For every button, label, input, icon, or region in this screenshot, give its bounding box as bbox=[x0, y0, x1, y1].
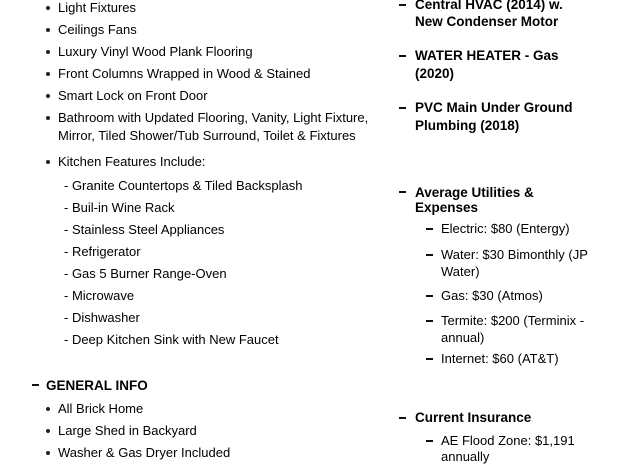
kitchen-item: - Deep Kitchen Sink with New Faucet bbox=[64, 332, 279, 347]
heading-dash bbox=[399, 4, 406, 6]
utility-internet: Internet: $60 (AT&T) bbox=[441, 351, 559, 366]
utility-termite-line-1: Termite: $200 (Terminix - bbox=[441, 313, 585, 328]
water-heater-line-1: WATER HEATER - Gas bbox=[415, 48, 559, 63]
bullet bbox=[46, 160, 50, 164]
pvc-line-2: Plumbing (2018) bbox=[415, 118, 520, 133]
list-item: Smart Lock on Front Door bbox=[58, 88, 208, 103]
bullet bbox=[46, 6, 50, 10]
utility-water-line-2: Water) bbox=[441, 264, 480, 279]
item-dash bbox=[426, 358, 433, 360]
utilities-heading-line-2: Expenses bbox=[415, 200, 479, 215]
kitchen-item: - Dishwasher bbox=[64, 310, 140, 325]
kitchen-item: - Buil-in Wine Rack bbox=[64, 200, 175, 215]
bullet bbox=[46, 429, 50, 433]
kitchen-item: - Refrigerator bbox=[64, 244, 141, 259]
bathroom-line-1: Bathroom with Updated Flooring, Vanity, Light Fixture, bbox=[58, 110, 369, 125]
list-item: Luxury Vinyl Wood Plank Flooring bbox=[58, 44, 253, 59]
heading-dash bbox=[399, 417, 406, 419]
hvac-line-1: Central HVAC (2014) w. bbox=[415, 0, 563, 12]
list-item: Light Fixtures bbox=[58, 0, 137, 15]
general-info-heading: GENERAL INFO bbox=[46, 378, 148, 393]
bullet bbox=[46, 50, 50, 54]
hvac-line-2: New Condenser Motor bbox=[415, 14, 559, 29]
bathroom-line-2: Mirror, Tiled Shower/Tub Surround, Toilet & Fixtures bbox=[58, 128, 356, 143]
item-dash bbox=[426, 295, 433, 297]
bullet bbox=[46, 94, 50, 98]
bullet bbox=[46, 72, 50, 76]
pvc-line-1: PVC Main Under Ground bbox=[415, 100, 573, 115]
heading-dash bbox=[399, 191, 406, 193]
utility-gas: Gas: $30 (Atmos) bbox=[441, 288, 543, 303]
bullet bbox=[46, 28, 50, 32]
kitchen-item: - Microwave bbox=[64, 288, 135, 303]
utility-termite-line-2: annual) bbox=[441, 330, 485, 345]
kitchen-item: - Stainless Steel Appliances bbox=[64, 222, 225, 237]
insurance-heading: Current Insurance bbox=[415, 410, 532, 425]
water-heater-line-2: (2020) bbox=[415, 66, 455, 81]
utility-water-line-1: Water: $30 Bimonthly (JP bbox=[441, 247, 588, 262]
list-item: Large Shed in Backyard bbox=[58, 423, 197, 438]
kitchen-item: - Granite Countertops & Tiled Backsplash bbox=[64, 178, 303, 193]
item-dash bbox=[426, 320, 433, 322]
heading-dash bbox=[399, 55, 406, 57]
heading-dash bbox=[32, 384, 39, 386]
kitchen-heading: Kitchen Features Include: bbox=[58, 154, 206, 169]
utilities-heading-line-1: Average Utilities & bbox=[415, 185, 534, 200]
insurance-flood-line-2: annually bbox=[441, 449, 490, 464]
list-item: Front Columns Wrapped in Wood & Stained bbox=[58, 66, 311, 81]
item-dash bbox=[426, 228, 433, 230]
insurance-flood-line-1: AE Flood Zone: $1,191 bbox=[441, 433, 575, 448]
item-dash bbox=[426, 440, 433, 442]
list-item: All Brick Home bbox=[58, 401, 144, 416]
list-item: Washer & Gas Dryer Included bbox=[58, 445, 231, 460]
bullet bbox=[46, 451, 50, 455]
kitchen-item: - Gas 5 Burner Range-Oven bbox=[64, 266, 227, 281]
list-item: Ceilings Fans bbox=[58, 22, 137, 37]
bullet bbox=[46, 407, 50, 411]
heading-dash bbox=[399, 107, 406, 109]
utility-electric: Electric: $80 (Entergy) bbox=[441, 221, 570, 236]
item-dash bbox=[426, 254, 433, 256]
bullet bbox=[46, 116, 50, 120]
